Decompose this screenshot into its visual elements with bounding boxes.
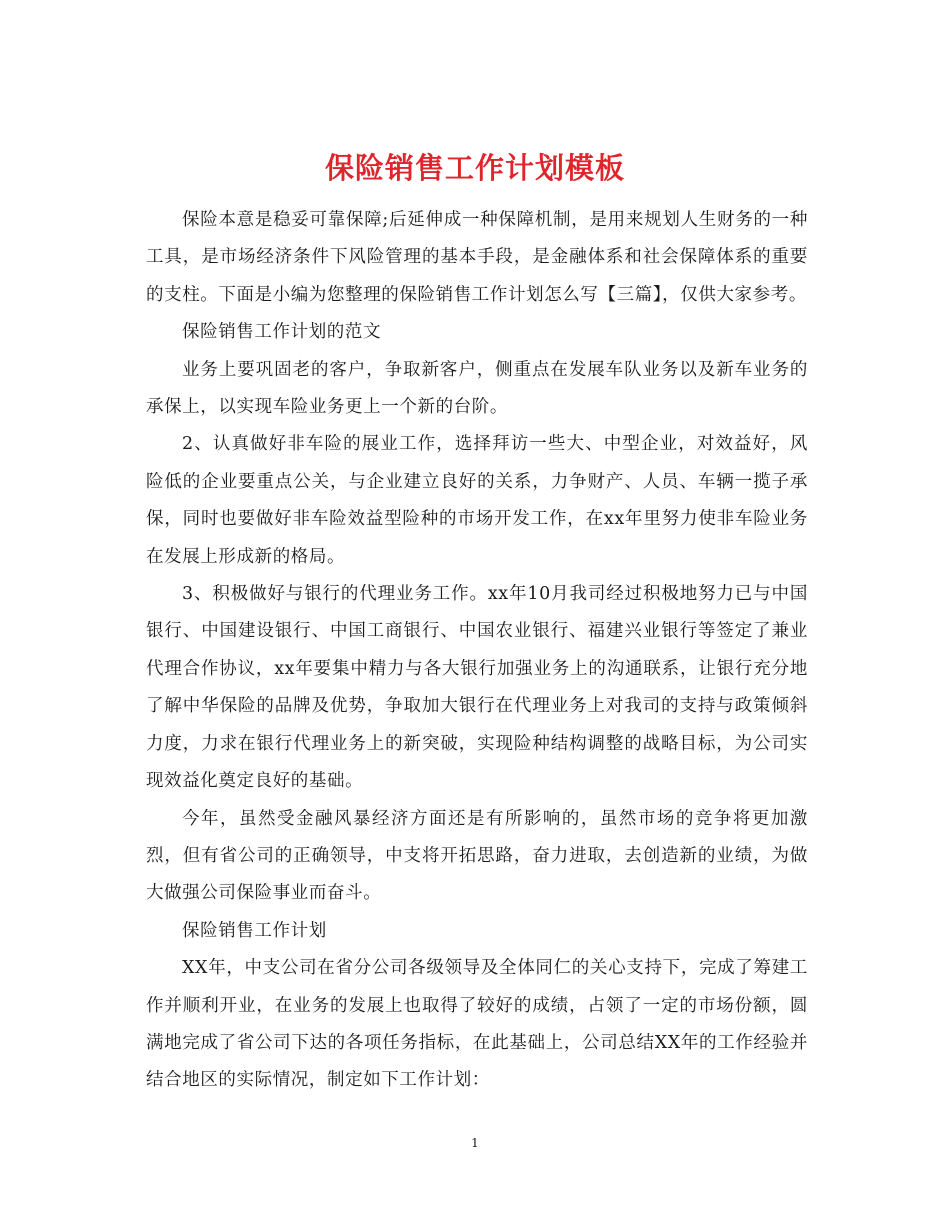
body-paragraph: XX年，中支公司在省分公司各级领导及全体同仁的关心支持下，完成了筹建工作并顺利开业，在业务的发展上也取得了较好的成绩，占领了一定的市场份额，圆满地完成了省公司下达的各项任务指标，在此基础上，公司总结XX年的工作经验并结合地区的实际情况，制定如下工作计划：: [146, 958, 808, 1091]
body-paragraph: 业务上要巩固老的客户，争取新客户，侧重点在发展车队业务以及新车业务的承保上，以实现车险业务更上一个新的台阶。: [146, 359, 808, 418]
document-body: [146, 202, 808, 1100]
section-heading: 保险销售工作计划的范文: [182, 322, 382, 343]
intro-paragraph: 保险本意是稳妥可靠保障;后延伸成一种保障机制，是用来规划人生财务的一种工具，是市场经济条件下风险管理的基本手段，是金融体系和社会保障体系的重要的支柱。下面是小编为您整理的保险销售工作计划怎么写【三篇】，仅供大家参考。: [146, 210, 808, 305]
body-paragraph: 2、认真做好非车险的展业工作，选择拜访一些大、中型企业，对效益好，风险低的企业要重点公关，与企业建立良好的关系，力争财产、人员、车辆一揽子承保，同时也要做好非车险效益型险种的市场开发工作，在xx年里努力使非车险业务在发展上形成新的格局。: [146, 434, 808, 567]
page-number: 1: [471, 1136, 479, 1150]
body-paragraph: 今年，虽然受金融风暴经济方面还是有所影响的，虽然市场的竞争将更加激烈，但有省公司的正确领导，中支将开拓思路，奋力进取，去创造新的业绩，为做大做强公司保险事业而奋斗。: [146, 808, 808, 904]
section-heading: 保险销售工作计划: [182, 920, 327, 941]
body-paragraph: 3、积极做好与银行的代理业务工作。xx年10月我司经过积极地努力已与中国银行、中国建设银行、中国工商银行、中国农业银行、福建兴业银行等签定了兼业代理合作协议，xx年要集中精力与各大银行加强业务上的沟通联系，让银行充分地了解中华保险的品牌及优势，争取加大银行在代理业务上对我司的支持与政策倾斜力度，力求在银行代理业务上的新突破，实现险种结构调整的战略目标，为公司实现效益化奠定良好的基础。: [146, 584, 808, 792]
document-title: 保险销售工作计划模板: [324, 151, 625, 186]
